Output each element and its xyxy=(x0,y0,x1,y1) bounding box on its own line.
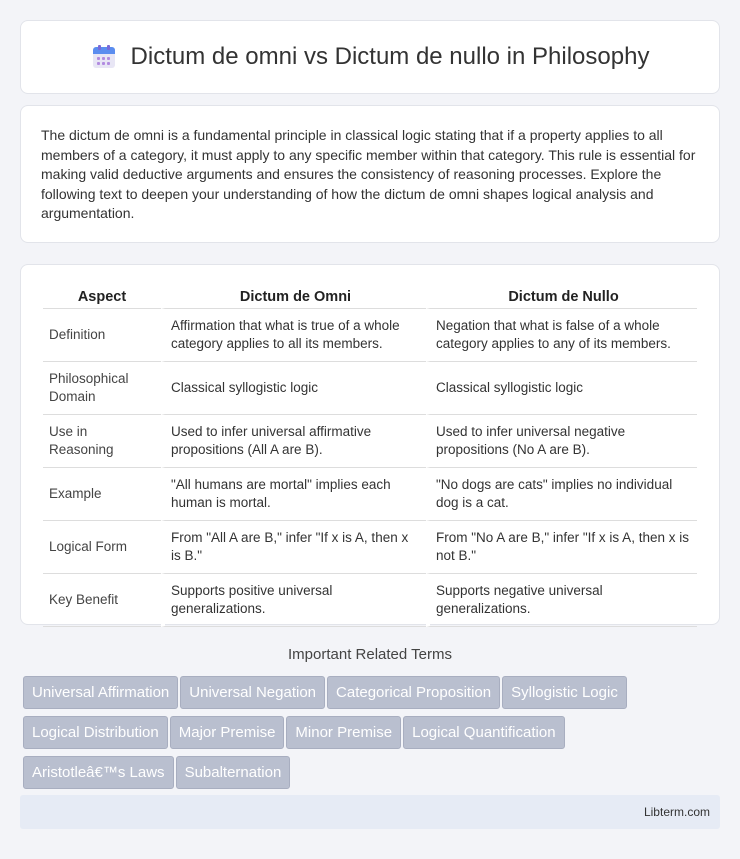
comparison-table xyxy=(43,285,697,627)
row-aspect: Definition xyxy=(43,309,161,362)
column-header-aspect: Aspect xyxy=(43,285,161,309)
row-nullo: "No dogs are cats" implies no individual dog is a cat. xyxy=(426,468,697,521)
row-omni: Classical syllogistic logic xyxy=(161,362,426,415)
column-header-nullo: Dictum de Nullo xyxy=(426,285,697,309)
column-header-omni: Dictum de Omni xyxy=(161,285,426,309)
calendar-icon xyxy=(91,44,117,70)
row-nullo: Used to infer universal negative propositions (No A are B). xyxy=(426,415,697,468)
footer xyxy=(20,795,720,829)
row-omni: Supports positive universal generalizations. xyxy=(161,574,426,627)
title-card xyxy=(20,20,720,94)
row-aspect: Philosophical Domain xyxy=(43,362,161,415)
page-title: Dictum de omni vs Dictum de nullo in Philosophy xyxy=(130,43,650,70)
related-term-tag[interactable]: Universal Affirmation xyxy=(23,676,178,709)
row-omni: Used to infer universal affirmative propositions (All A are B). xyxy=(161,415,426,468)
table-row xyxy=(43,309,697,362)
row-aspect: Key Benefit xyxy=(43,574,161,627)
row-nullo: Negation that what is false of a whole category applies to any of its members. xyxy=(426,309,697,362)
related-terms-title: Important Related Terms xyxy=(288,646,452,663)
table-row xyxy=(43,362,697,415)
row-aspect: Logical Form xyxy=(43,521,161,574)
related-term-tag[interactable]: Minor Premise xyxy=(286,716,401,749)
intro-card xyxy=(20,105,720,243)
table-row xyxy=(43,415,697,468)
related-term-tag[interactable]: Subalternation xyxy=(176,756,291,789)
related-term-tag[interactable]: Syllogistic Logic xyxy=(502,676,627,709)
related-terms-list xyxy=(23,676,723,796)
table-row xyxy=(43,574,697,627)
related-term-tag[interactable]: Major Premise xyxy=(170,716,285,749)
row-omni: "All humans are mortal" implies each human is mortal. xyxy=(161,468,426,521)
related-term-tag[interactable]: Categorical Proposition xyxy=(327,676,500,709)
row-nullo: Classical syllogistic logic xyxy=(426,362,697,415)
table-row xyxy=(43,468,697,521)
row-omni: From "All A are B," infer "If x is A, then x is B." xyxy=(161,521,426,574)
comparison-table-card xyxy=(20,264,720,625)
intro-text: The dictum de omni is a fundamental principle in classical logic stating that if a property applies to all members of a category, it must apply to any specific member within that category. This rule is essential for making valid deductive arguments and ensures the consistency of reasoning processes. Explore the following text to deepen your understanding of how the dictum de omni shapes logical analysis and argumentation. xyxy=(41,127,696,221)
row-aspect: Use in Reasoning xyxy=(43,415,161,468)
related-term-tag[interactable]: Logical Distribution xyxy=(23,716,168,749)
row-aspect: Example xyxy=(43,468,161,521)
table-row xyxy=(43,521,697,574)
table-header-row xyxy=(43,285,697,309)
footer-brand-link[interactable]: Libterm.com xyxy=(643,805,710,819)
row-nullo: Supports negative universal generalizations. xyxy=(426,574,697,627)
related-term-tag[interactable]: Aristotleâ€™s Laws xyxy=(23,756,174,789)
row-omni: Affirmation that what is true of a whole category applies to all its members. xyxy=(161,309,426,362)
related-term-tag[interactable]: Universal Negation xyxy=(180,676,325,709)
row-nullo: From "No A are B," infer "If x is A, then x is not B." xyxy=(426,521,697,574)
related-term-tag[interactable]: Logical Quantification xyxy=(403,716,564,749)
